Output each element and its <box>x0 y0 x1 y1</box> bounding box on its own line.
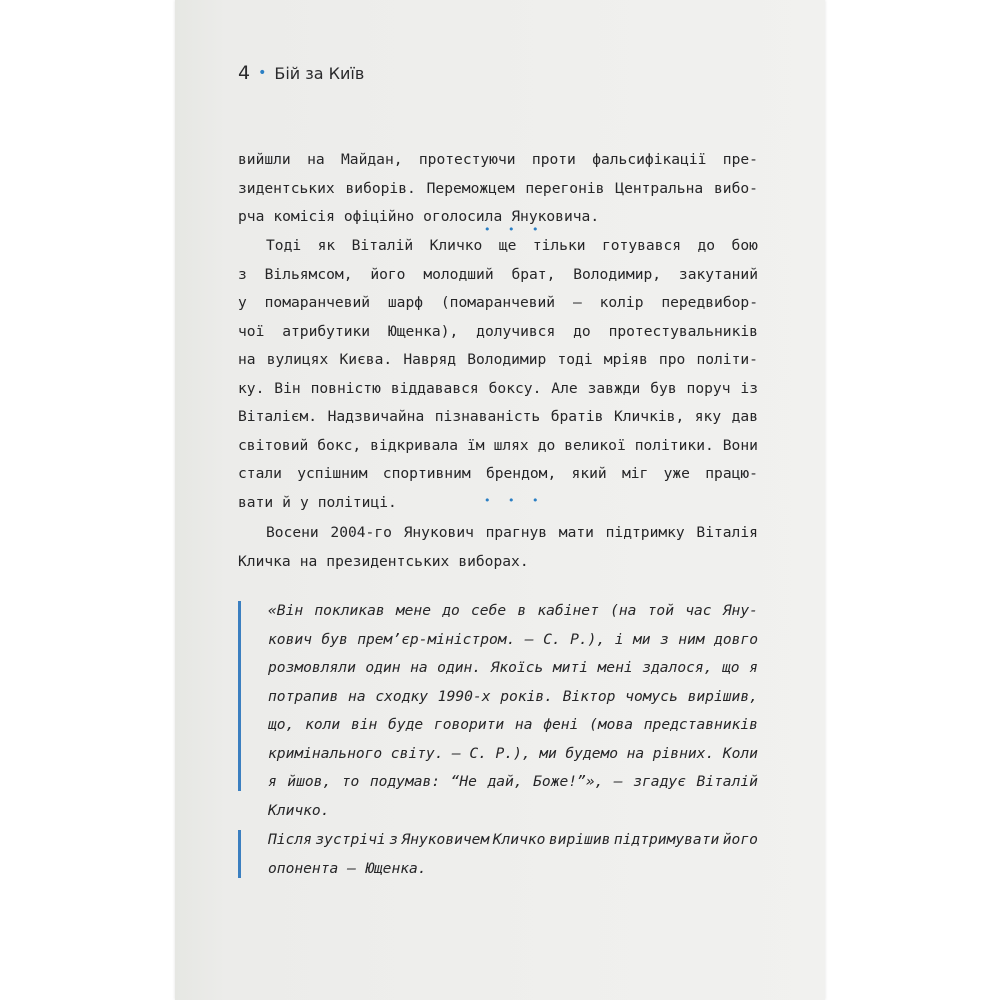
word: бою <box>731 237 758 254</box>
word: Янукович <box>403 524 474 541</box>
text-line <box>238 519 758 548</box>
word: — <box>347 859 357 877</box>
word: Кличка <box>238 552 291 570</box>
word: успішним <box>297 465 368 482</box>
text-line <box>238 318 758 347</box>
word: з <box>389 831 398 848</box>
word: підтримувати <box>613 831 720 848</box>
word: вирішив <box>548 831 611 848</box>
word: миті <box>552 659 588 676</box>
word: сходку <box>375 687 429 705</box>
word: тоді <box>557 351 593 368</box>
word: до <box>573 322 591 340</box>
header-separator-dot: • <box>258 65 267 81</box>
word: Якоїсь <box>490 659 544 676</box>
text-line <box>238 403 758 432</box>
word: вийшли <box>238 151 291 168</box>
word: у <box>238 294 247 311</box>
word: спортивним <box>382 465 471 482</box>
word: на <box>238 351 256 368</box>
word: Вільямсом, <box>264 265 353 283</box>
word: зустрічі <box>315 831 386 848</box>
word: дай, <box>487 773 523 790</box>
word: зидентських <box>238 179 335 197</box>
word: згадує <box>633 773 686 790</box>
word: закутаний <box>678 265 758 283</box>
word: фені <box>543 716 579 733</box>
word: помаранчевий <box>264 294 371 311</box>
word: «Він <box>268 602 304 619</box>
word: що <box>722 659 740 676</box>
word: великої <box>564 436 626 454</box>
word: світу. <box>390 744 444 762</box>
word: Віктор <box>562 687 616 705</box>
word: С. <box>543 630 561 648</box>
text-line <box>268 797 758 826</box>
word: їм <box>467 436 485 454</box>
word: який <box>571 465 607 482</box>
word: 2004-го <box>330 524 392 541</box>
running-head <box>238 62 364 84</box>
text-line <box>238 548 758 577</box>
word: той <box>647 602 674 619</box>
word: йшов, <box>287 773 332 790</box>
word: президентських <box>326 552 450 570</box>
word: себе <box>471 602 507 619</box>
word: то <box>341 773 360 790</box>
word: мати <box>558 524 594 541</box>
word: був <box>650 379 677 397</box>
word: Р.), <box>495 744 531 762</box>
word: Боже!”», <box>533 773 604 790</box>
word: перегонів <box>525 179 605 197</box>
word: коли <box>305 716 341 733</box>
word: брат, <box>511 265 556 283</box>
word: подумав: <box>369 773 441 790</box>
word: Ющенка), <box>387 322 459 340</box>
word: вулицях <box>266 351 329 368</box>
word: чої <box>238 322 265 340</box>
word: Володимир, <box>573 265 662 283</box>
word: атрибутики <box>282 322 371 340</box>
word: на <box>514 716 533 733</box>
text-line <box>238 232 758 261</box>
word: до <box>697 237 716 254</box>
word: кримінального <box>268 744 383 762</box>
text-line <box>268 683 758 712</box>
word: довго <box>714 630 758 648</box>
word: в <box>517 602 527 619</box>
word: чомусь <box>625 687 678 705</box>
word: Восени <box>266 524 319 541</box>
word: 1990-х <box>437 687 491 705</box>
section-separator-1: • • • <box>484 223 546 236</box>
word: Кличків, <box>613 408 685 425</box>
word: до <box>537 436 556 454</box>
word: виборів. <box>345 179 416 197</box>
word: Вони <box>722 436 758 454</box>
word: опонента <box>268 859 339 877</box>
word: (помаранчевий <box>440 294 556 311</box>
word: С. <box>469 744 487 762</box>
word: боксу. <box>488 379 542 397</box>
page-number: 4 <box>238 62 251 84</box>
word: підтримку <box>605 524 685 541</box>
word: вибо- <box>714 179 758 197</box>
text-line <box>238 175 758 204</box>
word: Навряд <box>403 351 457 368</box>
word: з <box>238 265 247 283</box>
word: прагнув <box>485 524 548 541</box>
word: молодший <box>423 265 494 283</box>
word: фальсифікації <box>592 151 707 168</box>
word: колір <box>599 294 644 311</box>
word: рівних. <box>652 744 715 762</box>
word: стали <box>238 465 282 482</box>
word: комісія <box>273 208 335 225</box>
word: я <box>268 773 277 790</box>
word: оголосила <box>423 208 503 225</box>
word: ку. <box>238 379 265 397</box>
word: на <box>299 552 318 570</box>
word: віддавався <box>390 379 479 397</box>
word: протестуючи <box>418 151 516 168</box>
word: його <box>370 265 406 283</box>
word: на <box>410 659 428 676</box>
word: і <box>614 630 624 648</box>
word: шлях <box>493 436 529 454</box>
word: Кличко. <box>268 801 330 819</box>
word: до <box>442 602 460 619</box>
word: офіційно <box>343 208 415 225</box>
word: на <box>348 687 366 705</box>
word: кович <box>268 630 312 648</box>
quote-bar-2 <box>238 830 241 878</box>
text-line <box>238 375 758 404</box>
word: мені <box>597 659 633 676</box>
word: “Не <box>450 773 477 790</box>
word: років. <box>500 687 553 705</box>
word: (мова <box>589 716 634 733</box>
text-line <box>268 654 758 683</box>
word: бокс, <box>317 436 362 454</box>
word: ми <box>539 744 557 762</box>
word: Яну- <box>722 602 758 619</box>
word: покликав <box>314 602 385 619</box>
word: — <box>452 744 461 762</box>
word: долучився <box>476 322 556 340</box>
word: говорити <box>433 716 505 733</box>
word: політики. <box>634 436 714 454</box>
word: Після <box>268 831 312 848</box>
word: пре- <box>722 151 758 168</box>
word: кабінет <box>537 602 599 619</box>
chapter-title: Бій за Київ <box>274 63 365 83</box>
text-line <box>238 261 758 290</box>
text-line <box>268 711 758 740</box>
word: Віталій <box>351 237 414 254</box>
word: представників <box>643 716 758 733</box>
word: він <box>350 716 378 733</box>
word: Він <box>274 379 301 397</box>
word: тільки <box>532 237 586 254</box>
word: завжди <box>587 379 641 397</box>
word: — <box>524 630 534 648</box>
word: — <box>572 294 582 311</box>
word: час <box>685 602 712 619</box>
word: Р.), <box>570 630 606 648</box>
word: потрапив <box>268 687 339 705</box>
word: у <box>299 493 309 511</box>
text-line <box>268 826 758 855</box>
word: поруч <box>686 379 731 397</box>
word: Надзвичайна <box>327 408 425 425</box>
word: Тоді <box>266 237 302 254</box>
quote-bar-1 <box>238 601 241 791</box>
word: брендом, <box>485 465 557 482</box>
word: ним <box>678 630 705 648</box>
word: відкривала <box>370 436 459 454</box>
word: на <box>626 744 645 762</box>
word: один <box>365 659 401 676</box>
text-line <box>238 460 758 489</box>
word: будемо <box>565 744 619 762</box>
word: передвибор- <box>661 294 758 311</box>
word: яку <box>694 408 722 425</box>
word: повністю <box>310 379 381 397</box>
word: здалося, <box>642 659 713 676</box>
paragraph-3 <box>238 519 758 576</box>
word: на <box>307 151 325 168</box>
text-line <box>268 626 758 655</box>
text-line <box>238 346 758 375</box>
text-line <box>238 432 758 461</box>
word: як <box>317 237 336 254</box>
word: готувався <box>601 237 682 254</box>
word: Коли <box>722 744 758 762</box>
word: пізнаваність <box>434 408 541 425</box>
word: Ющенка. <box>365 859 427 877</box>
word: й <box>282 493 291 511</box>
text-line <box>268 740 758 769</box>
word: був <box>321 630 348 648</box>
word: що, <box>268 716 295 733</box>
word: Києва. <box>339 351 393 368</box>
word: буде <box>388 716 424 733</box>
word: (на <box>610 602 637 619</box>
word: вирішив, <box>687 687 758 705</box>
word: ми <box>632 630 651 648</box>
word: я <box>749 659 758 676</box>
word: Януковичем <box>401 831 490 848</box>
word: Переможцем <box>426 179 515 197</box>
word: Але <box>551 379 578 397</box>
quote-block-1 <box>268 597 758 825</box>
word: Віталієм. <box>238 408 318 425</box>
word: з <box>659 630 669 648</box>
word: проти <box>531 151 576 168</box>
word: розмовляли <box>268 659 356 676</box>
section-separator-2: • • • <box>484 494 546 507</box>
text-line <box>238 146 758 175</box>
word: Володимир <box>467 351 547 368</box>
paragraph-1 <box>238 146 758 232</box>
word: рча <box>238 208 265 225</box>
word: Віталія <box>696 524 758 541</box>
word: працю- <box>705 465 758 482</box>
word: виборах. <box>458 552 529 570</box>
word: Кличко <box>492 831 546 848</box>
word: світовий <box>238 436 309 454</box>
text-line <box>238 289 758 318</box>
text-line <box>268 855 758 884</box>
word: про <box>658 351 686 368</box>
text-line <box>268 768 758 797</box>
word: Центральна <box>615 179 704 197</box>
paragraph-2 <box>238 232 758 517</box>
word: шарф <box>387 294 424 311</box>
word: братів <box>550 408 604 425</box>
word: прем’єр-міністром. <box>357 630 516 648</box>
word: один. <box>437 659 482 676</box>
word: Майдан, <box>341 151 403 168</box>
word: мріяв <box>603 351 648 368</box>
word: ще <box>498 237 517 254</box>
word: — <box>613 773 623 790</box>
word: вати <box>238 493 274 511</box>
word: Віталій <box>696 773 758 790</box>
word: із <box>740 379 758 397</box>
quote-block-2 <box>268 826 758 883</box>
word: протестувальників <box>608 322 758 340</box>
word: Януковича. <box>511 208 600 225</box>
word: його <box>722 831 758 848</box>
word: мене <box>395 602 432 619</box>
word: Кличко <box>429 237 483 254</box>
word: дав <box>731 408 758 425</box>
word: уже <box>663 465 690 482</box>
word: політиці. <box>317 493 397 511</box>
word: політи- <box>696 351 758 368</box>
text-line <box>268 597 758 626</box>
word: міг <box>621 465 649 482</box>
